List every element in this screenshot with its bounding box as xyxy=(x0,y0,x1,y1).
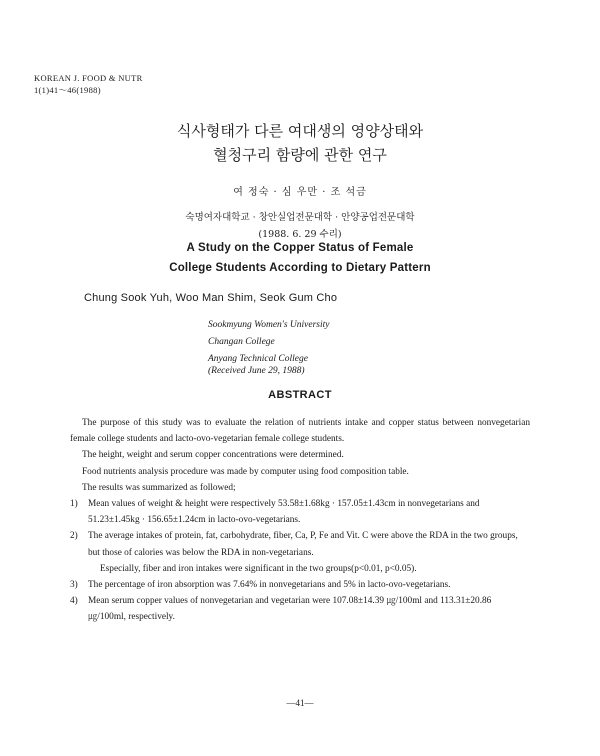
korean-title-line2: 혈청구리 함량에 관한 연구 xyxy=(213,146,387,164)
journal-name: KOREAN J. FOOD & NUTR xyxy=(34,73,143,83)
korean-authors: 여 정숙 · 심 우만 · 조 석금 xyxy=(233,187,367,198)
abstract-intro-2: The height, weight and serum copper concentrations were determined. xyxy=(82,450,344,461)
result-item-2 xyxy=(70,528,530,560)
result-text: The percentage of iron absorption was 7.64% in nonvegetarians and 5% in lacto-ovo-vegetarians. xyxy=(88,580,451,591)
institution-1: Sookmyung Women's University xyxy=(208,320,330,330)
result-number: 1) xyxy=(70,499,78,510)
english-title-line1: A Study on the Copper Status of Female xyxy=(186,242,414,254)
korean-received-date: (1988. 6. 29 수리) xyxy=(258,229,342,240)
korean-affiliations: 숙명여자대학교 · 창안실업전문대학 · 안양공업전문대학 xyxy=(185,212,415,223)
received-date-en: (Received June 29, 1988) xyxy=(208,366,305,376)
result-item-2-detail: Especially, fiber and iron intakes were significant in the two groups(p<0.01, p<0.05). xyxy=(100,563,417,574)
result-item-4 xyxy=(70,593,530,625)
abstract-body xyxy=(70,415,530,626)
english-title-line2: College Students According to Dietary Pattern xyxy=(169,262,431,274)
result-number: 4) xyxy=(70,596,78,607)
result-text: Mean serum copper values of nonvegetarian and vegetarian were 107.08±14.39 ㎍/100ml and 113.31±20.86 ㎍/100ml, respectively. xyxy=(88,596,492,623)
institution-3: Anyang Technical College xyxy=(208,354,308,364)
abstract-intro-1: The purpose of this study was to evaluate the relation of nutrients intake and copper status between nonvegetarian female college students and lacto-ovo-vegetarian female college students. xyxy=(70,418,530,445)
korean-title-line1: 식사형태가 다른 여대생의 영양상태와 xyxy=(176,122,424,140)
result-item-1 xyxy=(70,496,530,528)
result-text: The average intakes of protein, fat, carbohydrate, fiber, Ca, P, Fe and Vit. C were above the RDA in the two groups, but those of calories was below the RDA in non-vegetarians. xyxy=(88,531,518,558)
journal-citation: 1(1)41～46(1988) xyxy=(34,85,101,95)
abstract-heading: ABSTRACT xyxy=(268,389,332,401)
result-number: 3) xyxy=(70,580,78,591)
abstract-intro-3: Food nutrients analysis procedure was made by computer using food composition table. xyxy=(82,466,409,477)
journal-header xyxy=(34,72,143,96)
result-number: 2) xyxy=(70,531,78,542)
abstract-intro-4: The results was summarized as followed; xyxy=(82,482,236,493)
result-item-3 xyxy=(70,577,530,593)
page-number: —41— xyxy=(286,698,314,708)
result-text: Mean values of weight & height were respectively 53.58±1.68kg · 157.05±1.43cm in nonvegetarians and 51.23±1.45kg · 156.65±1.24cm in lacto-ovo-vegetarians. xyxy=(88,499,480,526)
english-authors: Chung Sook Yuh, Woo Man Shim, Seok Gum Cho xyxy=(84,292,338,304)
institution-2: Changan College xyxy=(208,337,275,347)
